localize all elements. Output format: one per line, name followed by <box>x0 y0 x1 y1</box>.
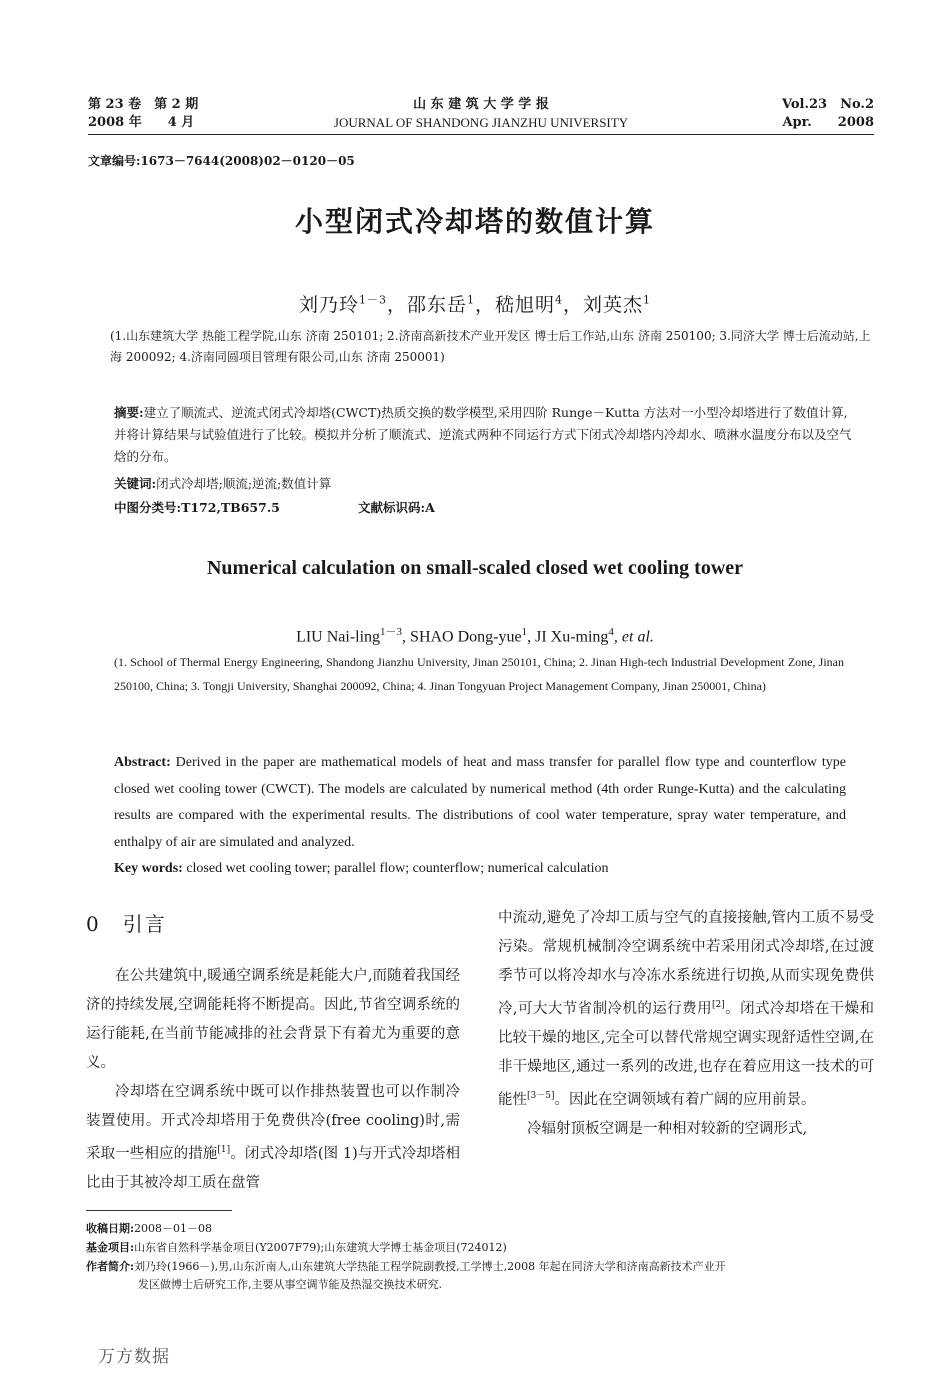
abstract-text: Derived in the paper are mathematical models of heat and mass transfer for parallel flow type and counterflow type closed wet cooling tower (CWCT). The models are calculated by numerical method (4th order Runge-Kutta) and the calculating results are compared with the experimental results. The distributions of cool water temperature, spray water temperature, and enthalpy of air are simulated and analyzed. <box>114 755 846 850</box>
author-name: 刘乃玲 <box>298 294 359 316</box>
footnote-label: 收稿日期: <box>86 1222 135 1235</box>
footnote-text: 发区做博士后研究工作,主要从事空调节能及热湿交换技术研究. <box>138 1278 442 1291</box>
footnote-received <box>86 1220 876 1238</box>
author-name: , SHAO Dong-yue <box>402 628 522 646</box>
footnote-author-bio <box>86 1258 876 1294</box>
keywords-text: 闭式冷却塔;顺流;逆流;数值计算 <box>156 476 332 491</box>
header-vol-no <box>782 96 874 132</box>
chinese-authors <box>0 290 950 317</box>
body-paragraph: 在公共建筑中,暖通空调系统是耗能大户,而随着我国经济的持续发展,空调能耗将不断提高。因此,节省空调系统的运行能耗,在当前节能减排的社会背景下有着尤为重要的意义。 <box>86 968 460 1071</box>
classification-line <box>114 498 854 518</box>
header-journal-name <box>88 96 874 132</box>
english-authors <box>0 623 950 646</box>
citation-ref: [3－5] <box>527 1090 555 1101</box>
chinese-abstract <box>114 402 854 468</box>
abstract-text: 建立了顺流式、逆流式闭式冷却塔(CWCT)热质交换的数学模型,采用四阶 Runge－Kutta 方法对一小型冷却塔进行了数值计算,并将计算结果与试验值进行了比较。模拟并分析了顺流式、逆流式两种不同运行方式下闭式冷却塔内冷却水、喷淋水温度分布以及空气焓的分布。 <box>114 405 852 464</box>
watermark: 万方数据 <box>98 1347 170 1367</box>
paragraph-text: 中流动,避免了冷却工质与空气的直接接触,管内工质不易受污染。常规机械制冷空调系统中若采用闭式冷却塔,在过渡季节可以将冷却水与冷冻水系统进行切换,从而实现免费供冷,可大大节省制冷机的运行费用 <box>498 910 874 1017</box>
author-affil-mark: 4 <box>555 293 564 307</box>
english-title: Numerical calculation on small-scaled closed wet cooling tower <box>206 557 744 579</box>
footnote-text: 刘乃玲(1966－),男,山东沂南人,山东建筑大学热能工程学院副教授,工学博士,2008 年起在同济大学和济南高新技术产业开 <box>134 1260 726 1273</box>
author-affil-mark: 1－3 <box>358 293 387 307</box>
abstract-label: Abstract: <box>114 755 171 770</box>
author-name: LIU Nai-ling <box>296 628 381 646</box>
keywords-text: closed wet cooling tower; parallel flow; counterflow; numerical calculation <box>182 861 609 876</box>
chinese-affiliations: (1.山东建筑大学 热能工程学院,山东 济南 250101; 2.济南高新技术产业开发区 博士后工作站,山东 济南 250100; 3.同济大学 博士后流动站,上海 200092; 4.济南同圆项目管理有限公司,山东 济南 250001) <box>110 329 871 364</box>
header-rule <box>88 134 874 135</box>
author-affil-mark: 4 <box>608 626 614 638</box>
body-paragraph <box>86 1078 460 1198</box>
body-paragraph: 冷辐射顶板空调是一种相对较新的空调形式, <box>527 1120 808 1137</box>
citation-ref: [1] <box>217 1145 231 1155</box>
author-name: ，邵东岳 <box>386 294 467 316</box>
paragraph-text: 。闭式冷却塔(图 1)与开式冷却塔相比由于其被冷却工质在盘管 <box>86 1145 460 1191</box>
clc-number: 中图分类号:T172,TB657.5 <box>114 500 280 515</box>
body-column-left <box>86 962 460 1198</box>
article-number: 文章编号:1673－7644(2008)02－0120－05 <box>88 154 355 168</box>
footnote-text: 山东省自然科学基金项目(Y2007F79);山东建筑大学博士基金项目(724012) <box>134 1241 507 1254</box>
document-code: 文献标识码:A <box>358 500 435 515</box>
header-right-line1: Vol.23 No.2 <box>781 97 874 112</box>
footnote-funding <box>86 1239 876 1257</box>
author-name: , JI Xu-ming <box>527 628 609 646</box>
paragraph-text: 冷却塔在空调系统中既可以作排热装置也可以作制冷装置使用。开式冷却塔用于免费供冷(free cooling)时,需采取一些相应的措施 <box>86 1084 460 1162</box>
header-center-line1: 山 东 建 筑 大 学 学 报 <box>413 97 549 112</box>
author-affil-mark: 1 <box>643 293 652 307</box>
paragraph-text: 。因此在空调领域有着广阔的应用前景。 <box>554 1091 816 1108</box>
citation-ref: [2] <box>712 1000 725 1010</box>
chinese-keywords <box>114 474 854 494</box>
keywords-label: 关键词: <box>114 476 157 491</box>
keywords-label: Key words: <box>114 861 183 876</box>
author-name: ，嵇旭明 <box>475 294 556 316</box>
author-affil-mark: 1 <box>521 626 528 638</box>
author-et-al: , et al. <box>613 628 654 646</box>
section-heading: 0 引言 <box>86 912 167 936</box>
footnote-label: 基金项目: <box>86 1241 135 1254</box>
chinese-title: 小型闭式冷却塔的数值计算 <box>294 205 655 238</box>
footnote-rule <box>86 1210 232 1211</box>
footnote-label: 作者简介: <box>86 1260 135 1273</box>
english-keywords <box>114 857 846 881</box>
abstract-label: 摘要: <box>114 405 144 420</box>
author-affil-mark: 1－3 <box>380 626 403 638</box>
body-paragraph <box>498 904 874 1115</box>
paragraph-text: 。闭式冷却塔在干燥和比较干燥的地区,完全可以替代常规空调实现舒适性空调,在非干燥地区,通过一系列的改进,也存在着应用这一技术的可能性 <box>498 1000 875 1108</box>
body-column-right <box>498 904 874 1144</box>
english-affiliations: (1. School of Thermal Energy Engineering, Shandong Jianzhu University, Jinan 250101, China; 2. Jinan High-tech Industrial Development Zone, Jinan 250100, China; 3. Tongji University, Shanghai 200092, China; 4. Jinan Tongyuan Project Management Company, Jinan 250001, China) <box>114 655 844 693</box>
header-left-line2: 2008 年 4 月 <box>88 115 195 130</box>
header-center-line2: JOURNAL OF SHANDONG JIANZHU UNIVERSITY <box>333 115 629 130</box>
header-left-line1: 第 23 卷 第 2 期 <box>88 97 199 112</box>
english-abstract <box>114 750 846 856</box>
author-name: ，刘英杰 <box>563 294 644 316</box>
author-affil-mark: 1 <box>467 293 475 307</box>
running-header <box>88 96 874 136</box>
footnote-text: 2008－01－08 <box>134 1222 213 1235</box>
header-right-line2: Apr. 2008 <box>782 115 874 130</box>
